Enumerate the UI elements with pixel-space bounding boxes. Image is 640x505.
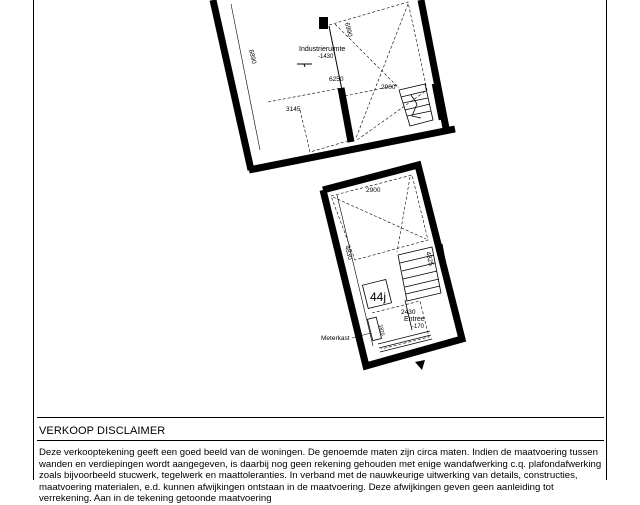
upper-room-column: [319, 17, 328, 29]
upper-stairs-tread: [407, 111, 431, 116]
disclaimer-title-rule: [37, 440, 604, 441]
lower-stairs-tread: [405, 279, 439, 287]
upper-stairs-outline: [399, 84, 433, 126]
upper-room-right-wall: [421, 0, 446, 128]
dim-label: 4830: [343, 244, 354, 261]
upper-stairs-tread: [401, 91, 426, 97]
dim-label: 2430: [401, 309, 416, 316]
dim-label: 2900: [381, 84, 396, 91]
upper-room: [213, 0, 455, 170]
dim-label: 6990: [343, 21, 354, 38]
upper-room-inner-line: [231, 4, 260, 150]
disclaimer-title: VERKOOP DISCLAIMER: [39, 425, 166, 437]
upper-room-left-wall: [213, 0, 251, 170]
room-name: Industrieruimte: [299, 46, 346, 53]
upper-room-diagonal-a: [335, 21, 399, 88]
upper-room-lower-dashed: [268, 88, 351, 152]
unit-badge: 44j: [370, 290, 387, 304]
disclaimer-body: Deze verkooptekening geeft een goed beeld van de woningen. De genoemde maten zijn circa maten. Indien de maatvoering tussen wanden en verdiepingen wordt aangegeven, is daarbij nog geen rekening gehouden met enige wandafwerking c.q. plafondafwerking zoals bijvoorbeeld stucwerk, tegelwerk en maattoleranties. In verband met de nauwkeurige uitwerking van details, constructies, maatvoering materialen, e.d. kunnen afwijkingen ontstaan in de maatvoering. Deze afwijkingen geven geen aanleiding tot verrekening. Aan in de tekening getoonde maatvoering: [39, 447, 602, 505]
disclaimer-top-rule: [37, 417, 604, 418]
upper-room-diagonal-b: [356, 4, 408, 138]
meter-label: Meterkast: [321, 335, 350, 342]
lower-stairs-tread: [403, 271, 437, 279]
dim-label: 3145: [286, 106, 301, 113]
entrance-arrow: [415, 360, 425, 370]
upper-room-labels: [247, 22, 396, 113]
dim-label: 6250: [329, 76, 344, 83]
dim-label: 2900: [366, 187, 381, 194]
dim-label: 4825: [424, 250, 435, 267]
entrance-level: -170: [412, 324, 425, 330]
dim-label: 6890: [247, 48, 258, 65]
room-level: -1430: [318, 54, 334, 60]
lower-stairs-outline: [398, 247, 441, 301]
lower-room-diagonal-a: [333, 197, 426, 239]
lower-room-diagonal-b: [397, 177, 410, 252]
entrance-name: Entree: [404, 316, 425, 323]
lower-stairs-tread: [406, 286, 440, 294]
dim-label: 1820: [377, 324, 386, 337]
upper-stairs-tread: [405, 104, 430, 110]
